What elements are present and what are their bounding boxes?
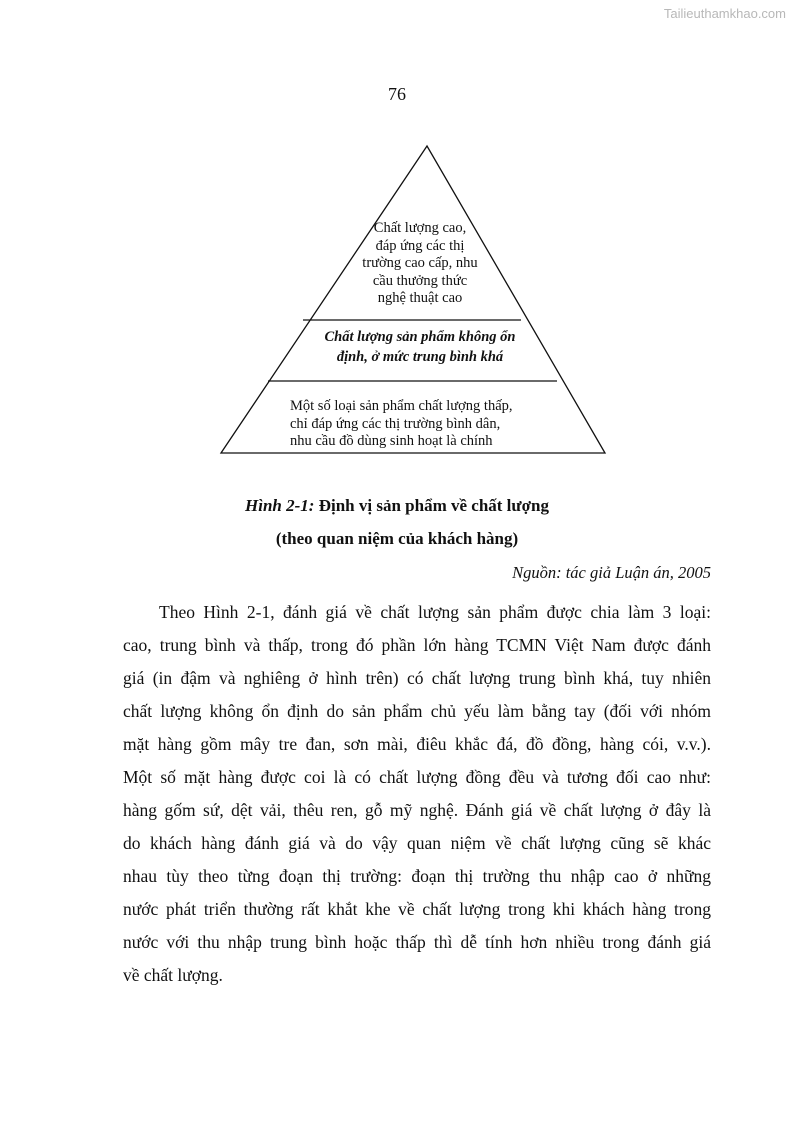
watermark: Tailieuthamkhao.com [663,6,786,21]
paragraph-line: cao, trung bình và thấp, trong đó phần lớn hàng TCMN Việt Nam được đánh [123,635,711,655]
paragraph-line: mặt hàng gồm mây tre đan, sơn mài, điêu khắc đá, đồ đồng, hàng cói, v.v.). [123,734,711,754]
page-number: 76 [388,84,406,104]
paragraph-line: giá (in đậm và nghiêng ở hình trên) có chất lượng trung bình khá, tuy nhiên [123,668,711,688]
pyramid-top-line: đáp ứng các thị [375,237,465,254]
pyramid-bottom-tier-text [270,398,570,451]
pyramid-middle-tier-text [290,327,550,367]
pyramid-top-line: nghệ thuật cao [377,290,463,306]
paragraph-line: nhau tùy theo từng đoạn thị trường: đoạn thị trường thu nhập cao ở những [123,866,711,886]
figure-source: Nguồn: tác giả Luận án, 2005 [512,563,711,582]
paragraph-line: hàng gốm sứ, dệt vải, thêu ren, gỗ mỹ nghệ. Đánh giá về chất lượng ở đây là [123,800,711,820]
pyramid-bottom-line: nhu cầu đồ dùng sinh hoạt là chính [290,433,493,449]
body-paragraph [123,596,711,992]
pyramid-top-line: Chất lượng cao, [373,220,467,236]
pyramid-top-tier-text [330,220,510,308]
paragraph-line: do khách hàng đánh giá và do vậy quan niệm về chất lượng cũng sẽ khác [123,833,711,853]
figure-subtitle: (theo quan niệm của khách hàng) [275,529,519,548]
pyramid-top-line: trường cao cấp, nhu [362,255,478,271]
figure-title: Định vị sản phẩm về chất lượng [314,496,549,515]
pyramid-top-line: cầu thưởng thức [372,272,468,289]
pyramid-middle-line: định, ở mức trung bình khá [336,349,504,365]
paragraph-line: nước với thu nhập trung bình hoặc thấp thì dễ tính hơn nhiều trong đánh giá [123,932,711,952]
figure-caption [0,496,794,516]
paragraph-line: chất lượng không ổn định do sản phẩm chủ yếu làm bằng tay (đối với nhóm [123,701,711,721]
pyramid-bottom-line: chỉ đáp ứng các thị trường bình dân, [290,415,501,432]
pyramid-middle-line: Chất lượng sản phẩm không ổn [324,329,516,345]
figure-label: Hình 2-1: [245,496,315,515]
paragraph-line: Theo Hình 2-1, đánh giá về chất lượng sản phẩm được chia làm 3 loại: [159,602,711,622]
paragraph-line: về chất lượng. [123,965,223,985]
paragraph-line: Một số mặt hàng được coi là có chất lượng đồng đều và tương đối cao như: [123,767,711,787]
pyramid-bottom-line: Một số loại sản phẩm chất lượng thấp, [290,398,513,414]
paragraph-line: nước phát triển thường rất khắt khe về chất lượng trong khi khách hàng trong [123,899,711,919]
